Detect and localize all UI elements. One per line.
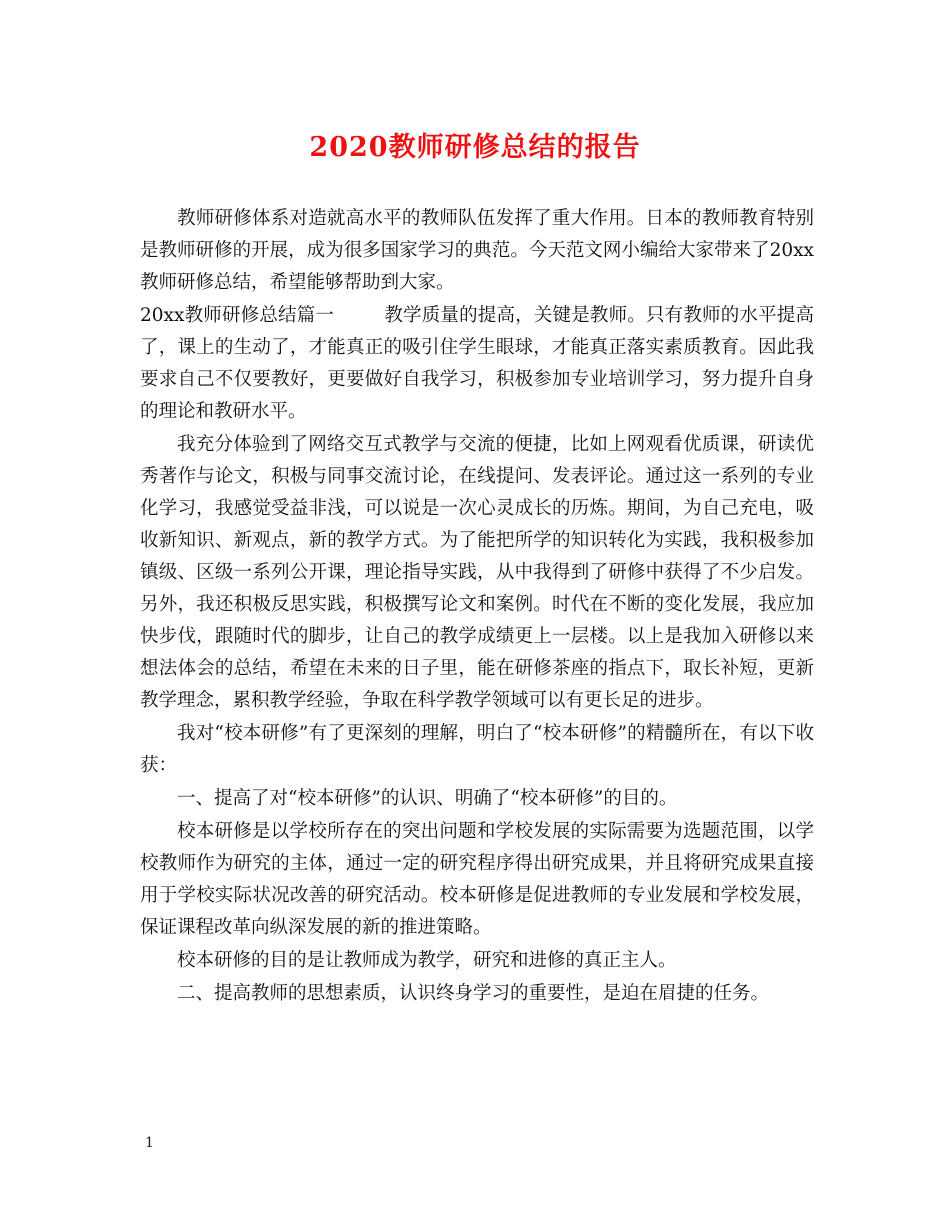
paragraph-intro: 教师研修体系对造就高水平的教师队伍发挥了重大作用。日本的教师教育特别是教师研修的开展，成为很多国家学习的典范。今天范文网小编给大家带来了20xx教师研修总结，希望能够帮助到大家。 [140,208,814,293]
section-heading: 20xx教师研修总结篇一 [140,305,335,326]
page-number: 1 [145,1135,154,1151]
paragraph-purpose: 校本研修的目的是让教师成为教学，研究和进修的真正主人。 [177,950,677,971]
document-body [140,203,814,1011]
paragraph-understanding: 我对“校本研修”有了更深刻的理解，明白了“校本研修”的精髓所在，有以下收获： [140,723,814,776]
document-title: 2020教师研修总结的报告 [309,132,641,163]
paragraph-section-one [140,300,814,428]
paragraph-experience: 我充分体验到了网络交互式教学与交流的便捷，比如上网观看优质课，研读优秀著作与论文，积极与同事交流讨论，在线提问、发表评论。通过这一系列的专业化学习，我感觉受益非浅，可以说是一次心灵成长的历炼。期间，为自己充电，吸收新知识、新观点，新的教学方式。为了能把所学的知识转化为实践，我积极参加镇级、区级一系列公开课，理论指导实践，从中我得到了研修中获得了不少启发。另外，我还积极反思实践，积极撰写论文和案例。时代在不断的变化发展，我应加快步伐，跟随时代的脚步，让自己的教学成绩更上一层楼。以上是我加入研修以来想法体会的总结，希望在未来的日子里，能在研修茶座的指点下，取长补短，更新教学理念，累积教学经验，争取在科学教学领域可以有更长足的进步。 [140,434,814,711]
paragraph-point-two: 二、提高教师的思想素质，认识终身学习的重要性，是迫在眉捷的任务。 [177,983,770,1004]
section-one-text: 教学质量的提高，关键是教师。只有教师的水平提高了，课上的生动了，才能真正的吸引住学生眼球，才能真正落实素质教育。因此我要求自己不仅要教好，更要做好自我学习，积极参加专业培训学习，努力提升自身的理论和教研水平。 [140,305,814,422]
paragraph-point-one: 一、提高了对“校本研修”的认识、明确了“校本研修”的目的。 [177,788,678,809]
paragraph-definition: 校本研修是以学校所存在的突出问题和学校发展的实际需要为选题范围，以学校教师作为研究的主体，通过一定的研究程序得出研究成果，并且将研究成果直接用于学校实际状况改善的研究活动。校本研修是促进教师的专业发展和学校发展，保证课程改革向纵深发展的新的推进策略。 [140,821,814,938]
